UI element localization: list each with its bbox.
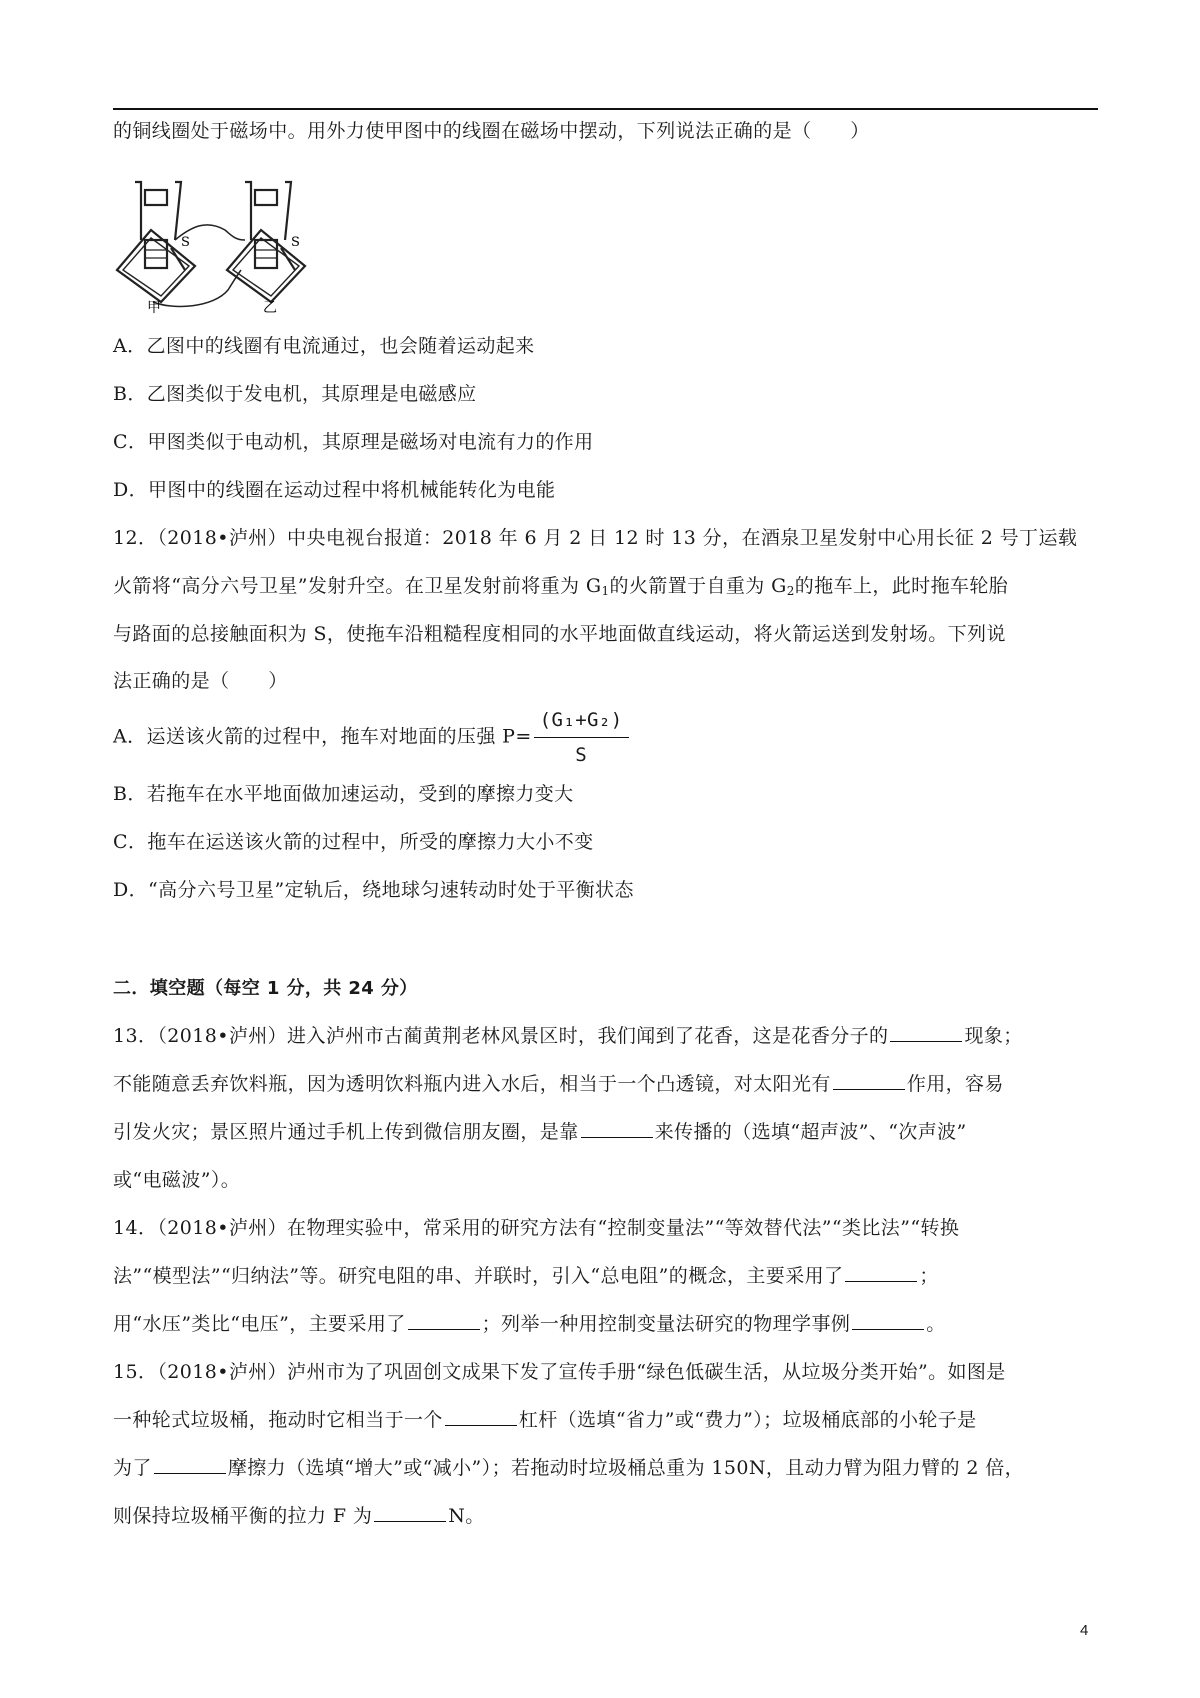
q15-line-1: 15．（2018•泸州）泸州市为了巩固创文成果下发了宣传手册“绿色低碳生活，从垃圾分类开始”。如图是 <box>113 1361 1006 1383</box>
answer-blank[interactable] <box>445 1407 517 1426</box>
figure-label-s2: S <box>291 235 300 250</box>
q11-option-b: B．乙图类似于发电机，其原理是电磁感应 <box>113 383 477 405</box>
answer-blank[interactable] <box>852 1311 924 1330</box>
q12-line-3: 与路面的总接触面积为 S，使拖车沿粗糙程度相同的水平地面做直线运动，将火箭运送到发射场。下列说 <box>113 623 1006 645</box>
figure-label-yi: 乙 <box>263 300 277 315</box>
q12-option-b: B．若拖车在水平地面做加速运动，受到的摩擦力变大 <box>113 783 574 805</box>
q11-option-a: A．乙图中的线圈有电流通过，也会随着运动起来 <box>113 335 535 357</box>
subscript-2: 2 <box>786 584 795 598</box>
q14-line-1: 14．（2018•泸州）在物理实验中，常采用的研究方法有“控制变量法”“等效替代法”“类比法”“转换 <box>113 1217 960 1239</box>
q12-line-2-c: 的拖车上，此时拖车轮胎 <box>794 575 1009 597</box>
answer-blank[interactable] <box>845 1263 917 1282</box>
q15-l2-tail: 杠杆（选填“省力”或“费力”）；垃圾桶底部的小轮子是 <box>518 1409 977 1431</box>
answer-blank[interactable] <box>408 1311 480 1330</box>
answer-blank[interactable] <box>154 1455 226 1474</box>
q15-l4-tail: N。 <box>448 1505 485 1527</box>
generator-motor-figure <box>113 170 343 315</box>
q15-line-4 <box>113 1503 485 1529</box>
figure-label-jia: 甲 <box>147 300 161 315</box>
q13-l1-text: 13．（2018•泸州）进入泸州市古蔺黄荆老林风景区时，我们闻到了花香，这是花香分子的 <box>113 1025 889 1047</box>
q12-option-d: D．“高分六号卫星”定轨后，绕地球匀速转动时处于平衡状态 <box>113 879 634 901</box>
q14-l3-tail: 。 <box>926 1313 946 1335</box>
q12-line-2-a: 火箭将“高分六号卫星”发射升空。在卫星发射前将重为 G <box>113 575 602 597</box>
q14-l3-mid: ；列举一种用控制变量法研究的物理学事例 <box>481 1313 851 1335</box>
fraction-numerator: (G₁+G₂) <box>534 705 629 738</box>
header-rule <box>113 108 1098 110</box>
q13-line-3 <box>113 1119 967 1145</box>
q11-stem-continuation: 的铜线圈处于磁场中。用外力使甲图中的线圈在磁场中摆动，下列说法正确的是（ ） <box>113 120 870 142</box>
q12-line-4: 法正确的是（ ） <box>113 670 288 692</box>
page-number: 4 <box>1080 1622 1089 1639</box>
q14-line-3 <box>113 1311 946 1337</box>
q13-l2-text: 不能随意丢弃饮料瓶，因为透明饮料瓶内进入水后，相当于一个凸透镜，对太阳光有 <box>113 1073 831 1095</box>
q14-l2-text: 法”“模型法”“归纳法”等。研究电阻的串、并联时，引入“总电阻”的概念，主要采用了 <box>113 1265 844 1287</box>
answer-blank[interactable] <box>581 1119 653 1138</box>
figure-label-s1: S <box>181 235 190 250</box>
q14-l3-text: 用“水压”类比“电压”，主要采用了 <box>113 1313 406 1335</box>
q12-option-c: C．拖车在运送该火箭的过程中，所受的摩擦力大小不变 <box>113 831 594 853</box>
q15-l3-tail: 摩擦力（选填“增大”或“减小”）；若拖动时垃圾桶总重为 150N，且动力臂为阻力臂的 2 倍， <box>227 1457 1025 1479</box>
fraction-denominator: S <box>575 744 588 766</box>
q12-option-a-text: A．运送该火箭的过程中，拖车对地面的压强 P= <box>113 725 532 748</box>
q15-l3-text: 为了 <box>113 1457 152 1479</box>
section-2-heading: 二．填空题（每空 1 分，共 24 分） <box>113 978 418 999</box>
q13-l3-text: 引发火灾；景区照片通过手机上传到微信朋友圈，是靠 <box>113 1121 579 1143</box>
answer-blank[interactable] <box>890 1023 962 1042</box>
q13-line-1 <box>113 1023 1023 1049</box>
q13-l1-tail: 现象； <box>964 1025 1023 1047</box>
q11-option-c: C．甲图类似于电动机，其原理是磁场对电流有力的作用 <box>113 431 594 453</box>
q15-line-3 <box>113 1455 1024 1481</box>
q13-l2-tail: 作用，容易 <box>906 1073 1004 1095</box>
q12-option-a <box>113 705 629 770</box>
q14-l2-tail: ； <box>919 1265 939 1287</box>
q12-line-2 <box>113 573 1008 604</box>
q13-l3-tail: 来传播的（选填“超声波”、“次声波” <box>654 1121 967 1143</box>
answer-blank[interactable] <box>833 1071 905 1090</box>
q12-line-1: 12．（2018•泸州）中央电视台报道：2018 年 6 月 2 日 12 时 13 分，在酒泉卫星发射中心用长征 2 号丁运载 <box>113 527 1078 549</box>
subscript-1: 1 <box>601 584 610 598</box>
q15-l4-text: 则保持垃圾桶平衡的拉力 F 为 <box>113 1505 373 1527</box>
q13-line-4: 或“电磁波”）。 <box>113 1169 241 1191</box>
q11-option-d: D．甲图中的线圈在运动过程中将机械能转化为电能 <box>113 479 556 501</box>
q15-l2-text: 一种轮式垃圾桶，拖动时它相当于一个 <box>113 1409 443 1431</box>
q15-line-2 <box>113 1407 977 1433</box>
q13-line-2 <box>113 1071 1004 1097</box>
answer-blank[interactable] <box>374 1503 446 1522</box>
pressure-fraction <box>534 705 629 770</box>
q12-line-2-b: 的火箭置于自重为 G <box>609 575 787 597</box>
q14-line-2 <box>113 1263 939 1289</box>
